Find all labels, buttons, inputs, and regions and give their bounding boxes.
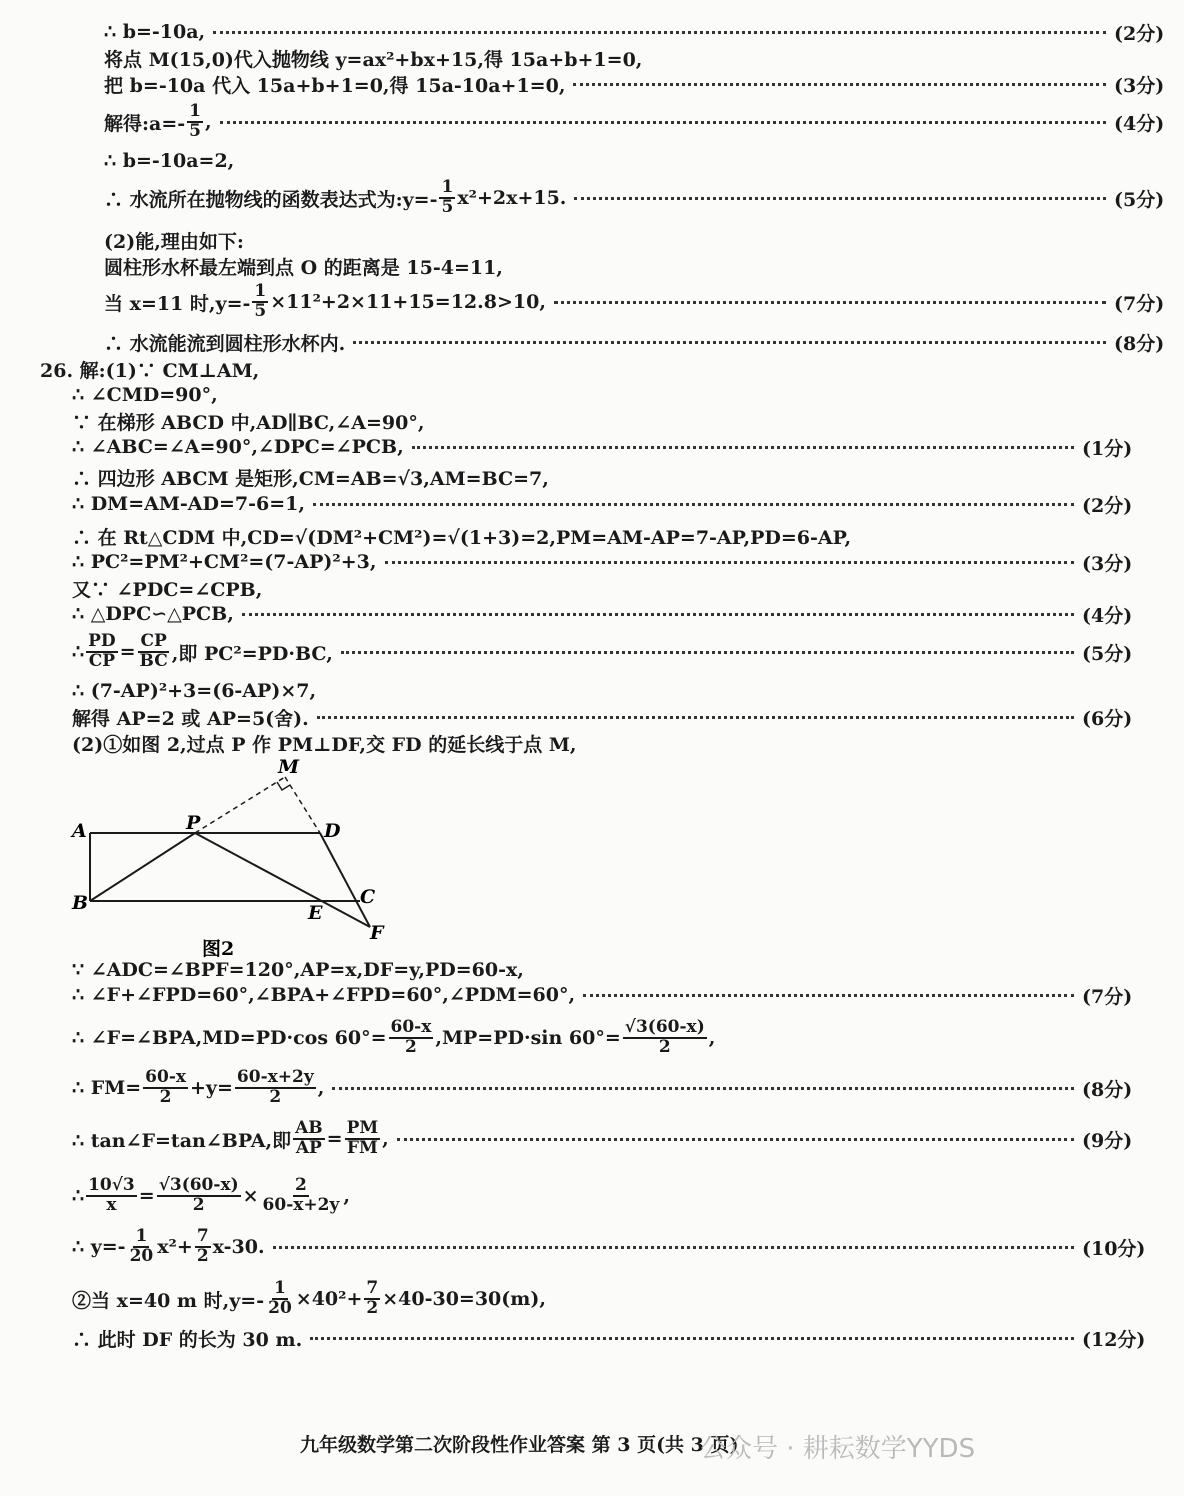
leader-dots — [353, 341, 1106, 344]
line-text: = — [119, 641, 136, 663]
line-text: 解得 AP=2 或 AP=5(舍). — [72, 707, 309, 730]
leader-dots — [213, 31, 1106, 34]
line-text: ②当 x=40 m 时,y=- — [72, 1289, 265, 1312]
line-text: ×40-30=30(m), — [382, 1288, 546, 1310]
leader-dots — [341, 651, 1074, 654]
line-text: 26. 解:(1)∵ CM⊥AM, — [40, 359, 260, 382]
line-text: ∴ ∠F+∠FPD=60°,∠BPA+∠FPD=60°,∠PDM=60°, — [72, 984, 576, 1006]
line-text: ∴ PC²=PM²+CM²=(7-AP)²+3, — [72, 551, 377, 573]
line-text: ∴ 此时 DF 的长为 30 m. — [72, 1328, 303, 1351]
fraction — [293, 1120, 325, 1158]
line-text: ∴ 水流能流到圆柱形水杯内. — [104, 332, 346, 355]
leader-dots — [554, 301, 1106, 304]
score: (7分) — [1082, 985, 1133, 1008]
page-footer: 九年级数学第二次阶段性作业答案 第 3 页(共 3 页) — [300, 1434, 739, 1456]
fraction — [128, 1228, 156, 1266]
line-26-10 — [0, 594, 1152, 634]
fraction — [157, 1177, 241, 1215]
denominator: 20 — [129, 1246, 154, 1266]
denominator: 20 — [268, 1298, 292, 1318]
line-a8 — [0, 246, 1184, 286]
score: (2分) — [1082, 494, 1133, 517]
line-text: ∴ ∠CMD=90°, — [72, 384, 218, 406]
line-26-21 — [0, 1227, 1152, 1267]
leader-dots — [583, 994, 1074, 997]
line-text: ∴ DM=AM-AD=7-6=1, — [72, 493, 306, 515]
numerator: PD — [88, 631, 116, 652]
line-text: ∴ tan∠F=tan∠BPA,即 — [72, 1129, 292, 1152]
score: (4分) — [1082, 604, 1133, 627]
denominator: 5 — [441, 197, 454, 217]
fraction — [439, 179, 455, 217]
leader-dots — [220, 121, 1106, 124]
label-P: P — [186, 812, 201, 834]
line-text: x-30. — [212, 1236, 265, 1258]
line-text: ∵ ∠ADC=∠BPF=120°,AP=x,DF=y,PD=60-x, — [72, 959, 524, 981]
denominator: x — [106, 1195, 117, 1215]
label-D: D — [324, 820, 341, 842]
line-text: 将点 M(15,0)代入抛物线 y=ax²+bx+15,得 15a+b+1=0, — [104, 48, 643, 71]
leader-dots — [573, 83, 1106, 86]
label-B: B — [72, 892, 89, 914]
numerator: 7 — [366, 1278, 379, 1299]
line-text: ∴ (7-AP)²+3=(6-AP)×7, — [72, 680, 317, 702]
score: (10分) — [1082, 1237, 1146, 1260]
denominator: 2 — [269, 1087, 282, 1107]
fraction — [389, 1019, 434, 1057]
figure-2 — [70, 755, 400, 965]
line-text: ∴ ∠F=∠BPA,MD=PD·cos 60°= — [72, 1027, 387, 1049]
numerator: PM — [346, 1118, 379, 1139]
numerator: CP — [140, 631, 167, 652]
label-M: M — [278, 756, 300, 778]
line-text: ,即 PC²=PD·BC, — [171, 642, 333, 665]
denominator: 2 — [658, 1037, 671, 1057]
line-text: (2)①如图 2,过点 P 作 PM⊥DF,交 FD 的延长线于点 M, — [72, 733, 577, 756]
fraction — [252, 283, 268, 321]
line-text: × — [242, 1185, 259, 1207]
numerator: 60-x+2y — [236, 1067, 314, 1088]
line-26-16 — [0, 975, 1152, 1015]
denominator: 5 — [189, 121, 201, 141]
label-A: A — [72, 820, 87, 842]
fraction — [138, 633, 170, 671]
line-text: x²+2x+15. — [457, 187, 567, 209]
score: (3分) — [1114, 74, 1165, 97]
fraction — [623, 1019, 707, 1057]
line-26-20 — [0, 1176, 1152, 1216]
line-text: 把 b=-10a 代入 15a+b+1=0,得 15a-10a+1=0, — [104, 74, 566, 97]
line-text: ∴ ∠ABC=∠A=90°,∠DPC=∠PCB, — [72, 436, 404, 458]
line-26-17 — [0, 1018, 1152, 1058]
leader-dots — [310, 1337, 1074, 1340]
fraction — [345, 1120, 381, 1158]
score: (5分) — [1082, 642, 1133, 665]
leader-dots — [332, 1087, 1074, 1090]
leader-dots — [385, 561, 1074, 564]
score: (12分) — [1082, 1328, 1146, 1351]
line-text: ∴ b=-10a, — [104, 21, 206, 43]
line-text: = — [138, 1185, 155, 1207]
score: (8分) — [1114, 332, 1165, 355]
line-text: ×11²+2×11+15=12.8>10, — [270, 291, 546, 313]
segment-BP — [90, 833, 195, 901]
numerator: 7 — [196, 1226, 209, 1247]
line-text: (2)能,理由如下: — [104, 230, 244, 253]
fraction — [235, 1069, 316, 1107]
fraction — [261, 1177, 342, 1215]
right-angle-mark — [277, 782, 290, 790]
line-text: ∵ 在梯形 ABCD 中,AD∥BC,∠A=90°, — [72, 411, 425, 434]
numerator: 1 — [254, 281, 267, 302]
leader-dots — [574, 197, 1106, 200]
score: (2分) — [1114, 22, 1165, 45]
line-text: , — [382, 1128, 389, 1150]
line-text: 圆柱形水杯最左端到点 O 的距离是 15-4=11, — [104, 256, 503, 279]
score: (6分) — [1082, 707, 1133, 730]
line-26-22 — [0, 1279, 1152, 1319]
line-26-11 — [0, 632, 1152, 672]
line-a3 — [0, 64, 1184, 104]
denominator: 60-x+2y — [262, 1195, 340, 1215]
denominator: 2 — [366, 1298, 379, 1318]
line-text: ∴ △DPC∽△PCB, — [72, 603, 234, 625]
label-C: C — [360, 886, 376, 908]
line-text: ,MP=PD·sin 60°= — [435, 1027, 621, 1049]
line-text: = — [326, 1128, 343, 1150]
line-text: ×40²+ — [295, 1288, 363, 1310]
score: (5分) — [1114, 188, 1165, 211]
segment-PF — [195, 833, 370, 927]
line-text: , — [343, 1185, 350, 1207]
numerator: 1 — [441, 177, 454, 198]
line-a5 — [0, 141, 1184, 181]
fraction — [86, 1177, 137, 1215]
line-a6 — [0, 178, 1184, 218]
denominator: CP — [88, 651, 116, 671]
line-text: ∴ 水流所在抛物线的函数表达式为:y=- — [104, 188, 438, 211]
line-a9 — [0, 282, 1184, 322]
numerator: √3(60-x) — [624, 1017, 705, 1038]
fraction — [364, 1280, 380, 1318]
line-text: 解得:a=- — [104, 112, 186, 135]
leader-dots — [412, 446, 1074, 449]
numerator: 1 — [135, 1226, 148, 1247]
line-text: ∴ — [72, 1185, 85, 1207]
line-26-23 — [0, 1318, 1152, 1358]
score: (8分) — [1082, 1078, 1133, 1101]
line-text: ∴ FM= — [72, 1077, 142, 1099]
line-text: ∴ — [72, 641, 85, 663]
leader-dots — [313, 503, 1074, 506]
line-26-19 — [0, 1119, 1152, 1159]
score: (1分) — [1082, 437, 1133, 460]
line-26-18 — [0, 1068, 1152, 1108]
line-text: ∴ 四边形 ABCM 是矩形,CM=AB=√3,AM=BC=7, — [72, 467, 549, 490]
figure-caption: 图2 — [202, 938, 235, 960]
leader-dots — [242, 613, 1074, 616]
numerator: 60-x — [390, 1017, 432, 1038]
denominator: 2 — [159, 1087, 172, 1107]
line-text: , — [204, 111, 212, 133]
leader-dots — [397, 1138, 1074, 1141]
numerator: AB — [295, 1118, 323, 1139]
denominator: 2 — [192, 1195, 205, 1215]
leader-dots — [273, 1246, 1074, 1249]
watermark: 公众号 · 耕耘数学YYDS — [700, 1434, 976, 1464]
line-text: ∴ b=-10a=2, — [104, 150, 235, 172]
numerator: √3(60-x) — [158, 1175, 239, 1196]
fraction — [195, 1228, 211, 1266]
line-text: , — [317, 1077, 325, 1099]
line-text: x²+ — [157, 1236, 193, 1258]
denominator: AP — [295, 1138, 322, 1158]
denominator: FM — [346, 1138, 378, 1158]
leader-dots — [317, 716, 1074, 719]
line-text: ∴ y=- — [72, 1236, 126, 1258]
label-E: E — [308, 902, 323, 924]
fraction — [86, 633, 118, 671]
fraction — [187, 103, 203, 141]
line-text: +y= — [190, 1077, 233, 1099]
label-F: F — [370, 922, 384, 944]
fraction — [143, 1069, 188, 1107]
numerator: 60-x — [145, 1067, 187, 1088]
line-text: 当 x=11 时,y=- — [104, 292, 251, 315]
fraction — [266, 1280, 294, 1318]
denominator: 2 — [196, 1246, 209, 1266]
denominator: 2 — [405, 1037, 417, 1057]
numerator: 1 — [274, 1278, 286, 1299]
line-text: , — [708, 1027, 716, 1049]
score: (3分) — [1082, 552, 1133, 575]
numerator: 10√3 — [88, 1175, 135, 1196]
line-text: ∴ 在 Rt△CDM 中,CD=√(DM²+CM²)=√(1+3)=2,PM=AM-AP=7-AP,PD=6-AP, — [72, 526, 852, 549]
numerator: 2 — [295, 1175, 307, 1196]
denominator: BC — [139, 651, 168, 671]
score: (4分) — [1114, 112, 1165, 135]
score: (7分) — [1114, 292, 1165, 315]
score: (9分) — [1082, 1129, 1133, 1152]
denominator: 5 — [254, 301, 267, 321]
line-text: 又∵ ∠PDC=∠CPB, — [72, 578, 263, 601]
dashed-PM — [195, 777, 285, 833]
numerator: 1 — [189, 101, 201, 122]
line-a4 — [0, 102, 1184, 142]
